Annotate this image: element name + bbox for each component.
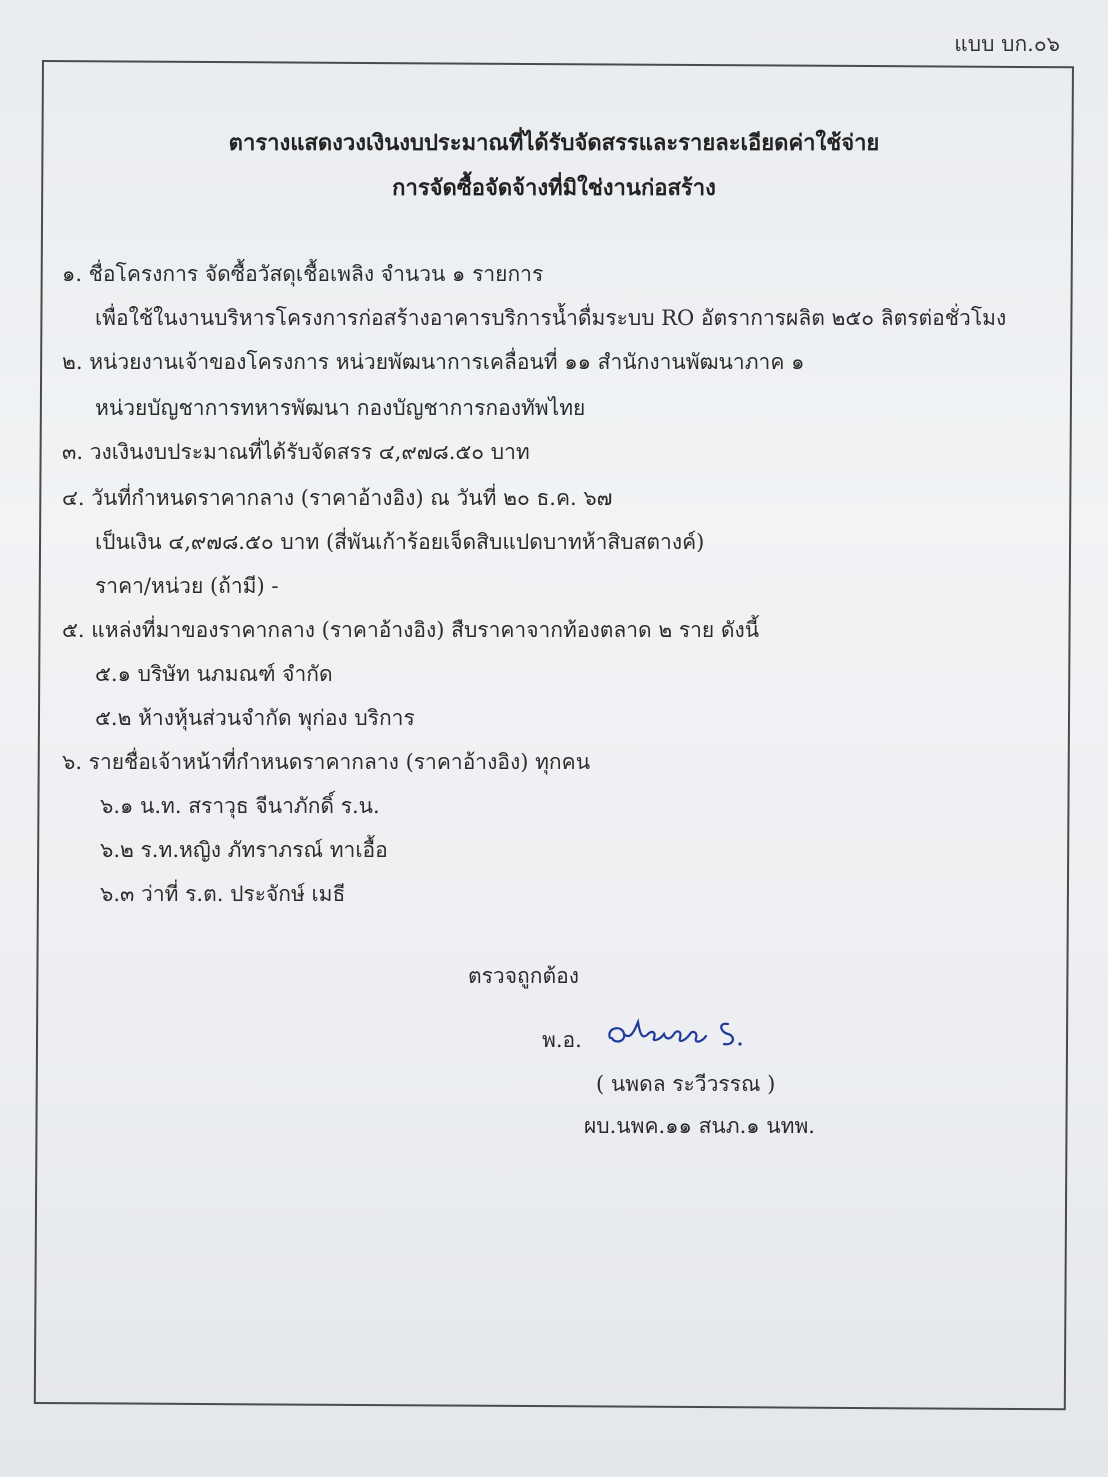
- item-2-owner-unit: ๒. หน่วยงานเจ้าของโครงการ หน่วยพัฒนาการเคลื่อนที่ ๑๑ สำนักงานพัฒนาภาค ๑: [62, 350, 805, 374]
- item-2-owner-unit-cont: หน่วยบัญชาการทหารพัฒนา กองบัญชาการกองทัพไทย: [95, 396, 586, 420]
- item-5-1-vendor: ๕.๑ บริษัท นภมณฑ์ จำกัด: [95, 662, 333, 686]
- document-title-line2: การจัดซื้อจัดจ้างที่มิใช่งานก่อสร้าง: [392, 175, 716, 201]
- item-6-officers: ๖. รายชื่อเจ้าหน้าที่กำหนดราคากลาง (ราคาอ้างอิง) ทุกคน: [62, 750, 591, 774]
- item-4-amount: เป็นเงิน ๔,๙๗๘.๕๐ บาท (สี่พันเก้าร้อยเจ็ดสิบแปดบาทห้าสิบสตางค์): [95, 530, 705, 554]
- handwritten-signature: [604, 1010, 764, 1060]
- item-1-purpose: เพื่อใช้ในงานบริหารโครงการก่อสร้างอาคารบริการน้ำดื่มระบบ RO อัตราการผลิต ๒๕๐ ลิตรต่อชั่วโมง: [95, 306, 1007, 330]
- item-6-3-officer: ๖.๓ ว่าที่ ร.ต. ประจักษ์ เมธี: [100, 882, 346, 906]
- signer-position: ผบ.นพค.๑๑ สนภ.๑ นทพ.: [584, 1114, 815, 1138]
- item-5-2-vendor: ๕.๒ ห้างหุ้นส่วนจำกัด พุก่อง บริการ: [95, 706, 415, 730]
- signer-name: ( นพดล ระวีวรรณ ): [596, 1072, 776, 1096]
- item-5-price-source: ๕. แหล่งที่มาของราคากลาง (ราคาอ้างอิง) สืบราคาจากท้องตลาด ๒ ราย ดังนี้: [62, 618, 760, 642]
- item-3-budget: ๓. วงเงินงบประมาณที่ได้รับจัดสรร ๔,๙๗๘.๕๐ บาท: [62, 440, 530, 464]
- item-4-unit-price: ราคา/หน่วย (ถ้ามี) -: [95, 574, 279, 598]
- item-6-2-officer: ๖.๒ ร.ท.หญิง ภัทราภรณ์ ทาเอื้อ: [100, 838, 388, 862]
- signer-rank: พ.อ.: [542, 1028, 582, 1052]
- document-title-line1: ตารางแสดงวงเงินงบประมาณที่ได้รับจัดสรรและรายละเอียดค่าใช้จ่าย: [228, 130, 880, 156]
- item-6-1-officer: ๖.๑ น.ท. สราวุธ จีนาภักดิ์ ร.น.: [100, 794, 380, 818]
- form-code: แบบ บก.๐๖: [954, 32, 1060, 56]
- item-1-project-name: ๑. ชื่อโครงการ จัดซื้อวัสดุเชื้อเพลิง จำนวน ๑ รายการ: [62, 262, 544, 286]
- item-4-reference-date: ๔. วันที่กำหนดราคากลาง (ราคาอ้างอิง) ณ วันที่ ๒๐ ธ.ค. ๖๗: [62, 486, 613, 510]
- certify-label: ตรวจถูกต้อง: [468, 964, 579, 988]
